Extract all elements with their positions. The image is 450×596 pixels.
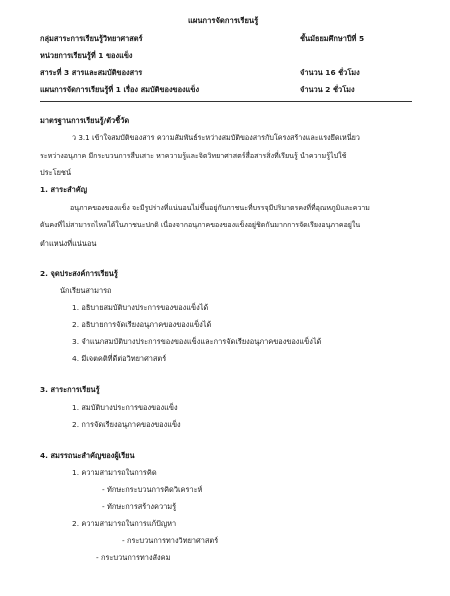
objectives-intro: นักเรียนสามารถ <box>60 286 112 295</box>
standard-heading: มาตรฐานการเรียนรู้/ตัวชี้วัด <box>40 116 130 125</box>
lesson-hours: จำนวน 2 ชั่วโมง <box>300 85 355 94</box>
plan-title: แผนการจัดการเรียนรู้ <box>188 16 259 25</box>
standard-line-2: ระหว่างอนุภาค มีกระบวนการสืบเสาะ หาความรู้และจิตวิทยาศาสตร์สื่อสารสิ่งที่เรียนรู้ นำความรู้ไปใช้ <box>40 151 347 160</box>
section-1-para-line-1: อนุภาคของของแข็ง จะมีรูปร่างที่แน่นอนไม่ขึ้นอยู่กับภาชนะที่บรรจุมีปริมาตรคงที่ที่อุณหภูมิและความ <box>70 204 370 212</box>
section-1-heading: 1. สาระสำคัญ <box>40 185 88 194</box>
competency-subitem: - กระบวนการทางสังคม <box>96 553 171 562</box>
objective-item: 1. อธิบายสมบัติบางประการของของแข็งได้ <box>72 303 209 312</box>
standard-line-1: ว 3.1 เข้าใจสมบัติของสาร ความสัมพันธ์ระหว่างสมบัติของสารกับโครงสร้างและแรงยึดเหนี่ยว <box>72 133 360 142</box>
section-1-para-line-2: ดันคงที่ไม่สามารถไหลได้ในภาชนะปกติ เนื่องจากอนุภาคของของแข็งอยู่ชิดกันมากการจัดเรียงอนุภาคอยู่ใน <box>40 221 361 229</box>
lesson-title: แผนการจัดการเรียนรู้ที่ 1 เรื่อง สมบัติของของแข็ง <box>40 85 200 94</box>
grade-level: ชั้นมัธยมศึกษาปีที่ 5 <box>300 34 365 43</box>
competency-subitem: - กระบวนการทางวิทยาศาสตร์ <box>122 536 219 545</box>
standard-line-3: ประโยชน์ <box>40 168 71 177</box>
competency-subitem: - ทักษะการสร้างความรู้ <box>102 502 177 511</box>
section-2-heading: 2. จุดประสงค์การเรียนรู้ <box>40 269 118 278</box>
competency-item: 2. ความสามารถในการแก้ปัญหา <box>72 519 177 528</box>
subject-group: กลุ่มสาระการเรียนรู้วิทยาศาสตร์ <box>40 34 143 43</box>
competency-item: 1. ความสามารถในการคิด <box>72 468 157 477</box>
competency-subitem: - ทักษะกระบวนการคิดวิเคราะห์ <box>102 485 203 494</box>
section-4-heading: 4. สมรรถนะสำคัญของผู้เรียน <box>40 451 135 460</box>
header-divider <box>40 101 412 102</box>
content-item: 1. สมบัติบางประการของของแข็ง <box>72 403 178 412</box>
total-hours: จำนวน 16 ชั่วโมง <box>300 68 360 77</box>
objective-item: 3. จำแนกสมบัติบางประการของของแข็งและการจัดเรียงอนุภาคของของแข็งได้ <box>72 337 322 346</box>
strand-title: สาระที่ 3 สารและสมบัติของสาร <box>40 68 143 77</box>
objective-item: 4. มีเจตคติที่ดีต่อวิทยาศาสตร์ <box>72 354 167 363</box>
section-1-para-line-3: ตำแหน่งที่แน่นอน <box>40 239 97 248</box>
objective-item: 2. อธิบายการจัดเรียงอนุภาคของของแข็งได้ <box>72 320 212 329</box>
unit-title: หน่วยการเรียนรู้ที่ 1 ของแข็ง <box>40 51 133 60</box>
content-item: 2. การจัดเรียงอนุภาคของของแข็ง <box>72 420 181 429</box>
section-3-heading: 3. สาระการเรียนรู้ <box>40 385 100 394</box>
